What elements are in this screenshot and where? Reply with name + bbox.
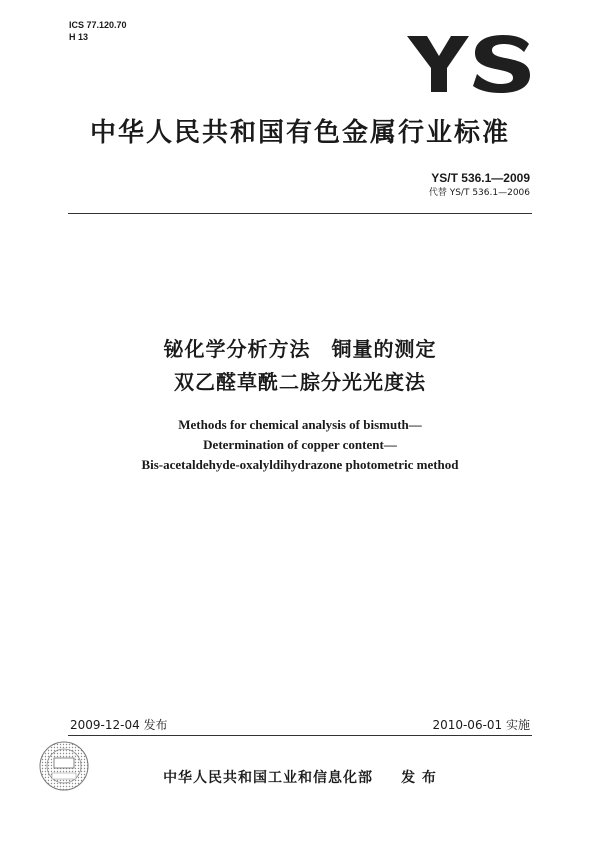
top-divider <box>68 213 532 214</box>
issue-date: 2009-12-04 发布 <box>70 718 168 732</box>
ics-code: ICS 77.120.70 <box>69 20 127 30</box>
english-title-line-2: Determination of copper content— <box>203 437 397 452</box>
bottom-divider <box>68 735 532 736</box>
chinese-title-line-2: 双乙醛草酰二腙分光光度法 <box>174 370 426 394</box>
replaces-standard: 代替 YS/T 536.1—2006 <box>428 188 530 198</box>
publisher-name: 中华人民共和国工业和信息化部 <box>163 770 374 786</box>
agency-title: 中华人民共和国有色金属行业标准 <box>89 118 510 148</box>
implementation-date: 2010-06-01 实施 <box>432 718 530 732</box>
ccs-code: H 13 <box>69 32 89 42</box>
ys-logo <box>405 34 533 94</box>
classification-codes <box>69 19 127 43</box>
publish-action: 发 布 <box>401 770 437 786</box>
standard-number: YS/T 536.1—2009 <box>431 171 530 185</box>
publisher <box>0 767 600 787</box>
chinese-title-line-1: 铋化学分析方法 铜量的测定 <box>163 337 437 361</box>
english-title-line-3: Bis-acetaldehyde-oxalyldihydrazone photometric method <box>141 457 459 472</box>
english-title-line-1: Methods for chemical analysis of bismuth— <box>178 417 422 432</box>
